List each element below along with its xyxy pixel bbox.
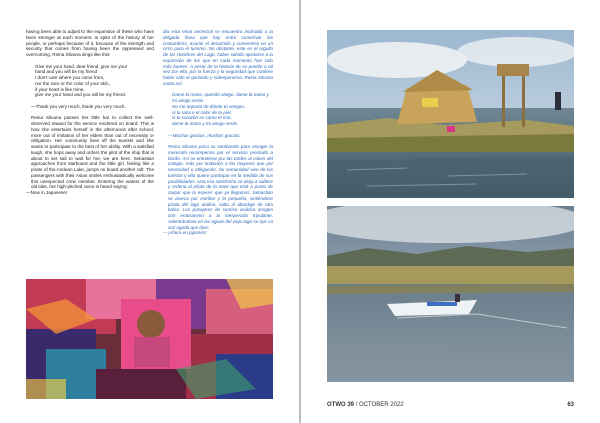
english-verse-line-4: nor the race or the color of your skin, [35, 80, 110, 86]
english-column [26, 29, 154, 196]
spanish-thanks: —Muchas gracias, muchas gracias. [168, 132, 241, 138]
spanish-closing-line: —¡Ahora en japonés! [163, 230, 207, 236]
english-paragraph-2: Reina Silvana passes her little hat to collect the well-deserved reward for the service rendered on board. This is how she entertains herself in the afternoons after school, more out of imitation of her elders than out of necessity or obligation. Her community lives off the tourists and she wants to participate to the best of her ability. With a satisfied laugh, she hops away and orders the pilot of the ship that is about to set sail to wait for her, we are here. Sebastian approaches from starboard and the little girl, feeling like a pirate of the Andean Lake, jumps on board another raft. The passengers with their Asian smiles enthusiastically welcome this unexpected crew member. Entering the waters of the old lake, her high-pitched voice is heard saying: [31, 115, 154, 190]
spanish-column [163, 29, 273, 236]
footer-issue: OTWO 39 [327, 402, 355, 408]
english-verse-line-5: if your heart is like mine, [35, 86, 85, 92]
spanish-paragraph-2: Reina Silvana pasa su sombrerito para recoger la merecida recompensa por el servicio prestado a bordo. Así se entretiene por las tardes al volver del colegio, más por imitación a los mayores que por necesidad u obligación. Su comunidad vive de los turistas y ella quiere participar en la medida de sus posibilidades. Una risa satisfecha se aleja a saltitos y ordena al piloto de la nave que está a punto de zarpar que la espere: que ya llegamos. Sebastián se acerca por estribor y la pequeña, sintiéndose pirata del lago andino, salta al abordaje de otra balsa. Los pasajeros de sonrisa asiática acogen con entusiasmo a la inesperada tripulante. Adentrándose en las aguas del viejo lago se oye su voz aguda que dice: [168, 144, 273, 230]
english-verse-line-1: Give me your hand, dear friend, give me your [35, 63, 128, 69]
spanish-verse-line-4: ni la raza o el color de tu piel, [172, 109, 232, 115]
english-paragraph-1: having been able to adjust to the expansion of these who have been stronger at each moment. In spite of the history of her people, or perhaps because of it, because of the strength and security that comes from having been the oppressed and overcoming, Reina Silvana sings like this: [26, 29, 154, 57]
right-page [301, 0, 600, 423]
footer-page-number: 63 [567, 402, 574, 408]
lake-boat-photo [327, 206, 574, 382]
footer-date: / OCTOBER 2022 [355, 402, 404, 408]
english-verse-line-2: hand and you will be my friend [35, 69, 98, 75]
english-closing-line: —Now in Japanese! [26, 190, 68, 195]
spanish-verse-line-2: mi amigo serás. [172, 98, 205, 103]
textiles-child-photo [26, 279, 273, 399]
reed-island-photo [327, 30, 574, 198]
english-thanks: —Thank you very much, thank you very much. [31, 103, 126, 109]
spanish-verse-line-1: Dame la mano, querido amigo, dame la mano y [172, 92, 269, 98]
spanish-verse-line-5: si tu corazón es como el mío, [172, 115, 232, 121]
left-page [0, 0, 299, 423]
spanish-verse-line-6: dame la mano y mi amigo serás. [172, 121, 239, 126]
page-footer [327, 402, 574, 408]
english-verse-line-6: give me your hand and you will be my friend. [35, 92, 126, 98]
spanish-paragraph-1: dia esta etnia ancestral se encuentra inclinada a la delgada línea que hay entre conservar las costumbres, asumir el desarrollo y convertirse en un circo para el turismo. No obstante, este es el orgullo de los Hombres del Lago, haber sabido ajustarse a la expansión de los que en cada momento han sido más fuertes. A pesar de la historia de su pueblo o tal vez por ella, por la fuerza y la seguridad que confiere haber sido el oprimido y sobreponerse, Reina Silvana canta así: [163, 29, 273, 86]
english-verse-line-3: I don't care where you come from, [35, 75, 105, 80]
spanish-verse-line-3: No me importa de dónde tú vengas, [172, 103, 246, 109]
